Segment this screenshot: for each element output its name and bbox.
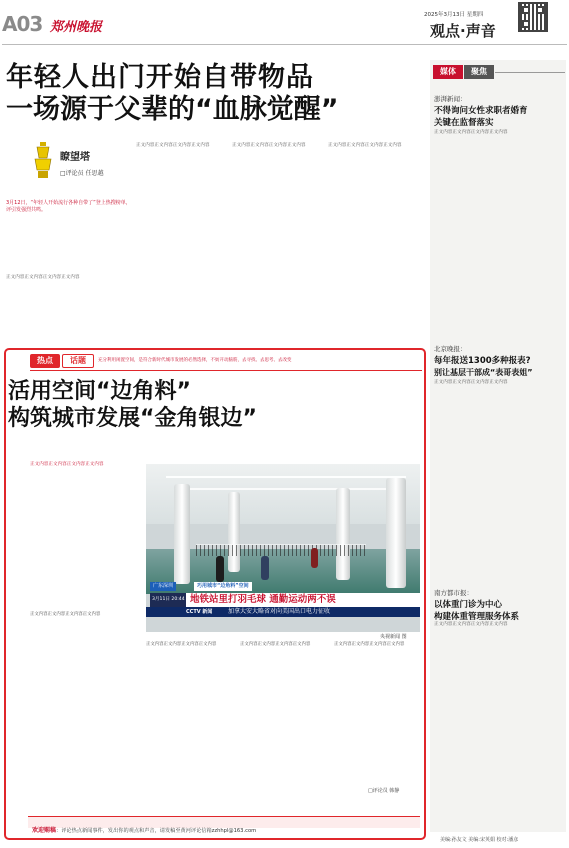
article-column-3: 正文内容正文内容正文内容正文内容 xyxy=(232,143,306,148)
news-photo xyxy=(146,464,420,632)
hot-topic-body-4: 正文内容正文内容正文内容正文内容 xyxy=(334,642,405,647)
headline-1-quote: “边角料” xyxy=(96,379,191,404)
masthead-rule xyxy=(2,44,567,45)
hot-topic-body-3: 正文内容正文内容正文内容正文内容 xyxy=(240,642,311,647)
cctv-logo: CCTV 新闻 xyxy=(186,609,213,615)
page-credits: 美编:孙友文 美编:宋英娟 校对:潘彦 xyxy=(440,837,519,843)
hot-topic-byline: □评论员 韩静 xyxy=(368,788,400,794)
article-column-2: 正文内容正文内容正文内容正文内容 xyxy=(136,143,210,148)
byline: □评论员 任思越 xyxy=(60,170,104,177)
live-badge: 巧用城市“边角料”空间 xyxy=(194,582,252,591)
columnist-badge xyxy=(28,142,148,190)
page-code: A03 xyxy=(2,12,43,36)
sidebar-tag-rule xyxy=(495,72,565,73)
topic-tag: 话题 xyxy=(62,354,94,368)
tower-icon xyxy=(32,142,54,178)
article-2-source: 北京晚报： xyxy=(434,345,467,353)
headline-line-1: 年轻人出门开始自带物品 xyxy=(6,62,314,93)
deck-rule xyxy=(30,370,422,371)
photo-caption: 地铁站里打羽毛球 通勤运动两不误 xyxy=(190,594,336,605)
article-column-4: 正文内容正文内容正文内容正文内容 xyxy=(328,143,402,148)
sidebar-article-2-body: 正文内容正文内容正文内容正文内容 xyxy=(434,380,508,385)
photo-caption-bar xyxy=(186,593,420,607)
sidebar-article-2 xyxy=(434,344,564,379)
article-3-source: 南方都市报： xyxy=(434,589,473,597)
hot-topic-body-1: 正文内容正文内容正文内容正文内容 xyxy=(30,612,101,617)
sidebar-article-3-body: 正文内容正文内容正文内容正文内容 xyxy=(434,622,508,627)
hot-tag: 热点 xyxy=(30,354,60,368)
article-1-title-1: 不得询问女性求职者婚育 xyxy=(434,106,528,116)
headline-1-prefix: 活用空间 xyxy=(8,379,97,404)
sidebar-article-1-body: 正文内容正文内容正文内容正文内容 xyxy=(434,130,508,135)
hot-topic-body-2: 正文内容正文内容正文内容正文内容 xyxy=(146,642,217,647)
footer-label: 欢迎赐稿 xyxy=(32,827,57,834)
footer-text: ：评论热点新闻事件，发出你的观点和声音，请发稿至黄河评论信箱zzhhpl@163.com xyxy=(56,828,257,834)
headline-line-2: 一场源于父辈的 xyxy=(6,94,195,125)
hot-topic-headline xyxy=(8,378,308,432)
qr-code-icon xyxy=(518,2,548,32)
article-3-title-1: 以体重门诊为中心 xyxy=(434,600,503,610)
hot-topic-intro: 正文内容正文内容正文内容正文内容 xyxy=(30,462,104,467)
article-2-title-1: 每年报送1300多种报表? xyxy=(434,356,531,366)
lead-paragraph: 3月12日，“年轻人开始流行各种自带了”登上热搜榜单，评引发强烈共鸣。 xyxy=(6,200,131,213)
photo-credit: 央视新闻 图 xyxy=(380,634,407,640)
hot-topic-deck: 充分利用闲置空间，是符合新时代城市发展的必然选择，不妨开动脑筋，去寻找、去思考、去改变 xyxy=(98,358,292,363)
article-column-1: 正文内容正文内容正文内容正文内容 xyxy=(6,275,80,280)
headline-2-quote: “金角银边” xyxy=(140,406,257,431)
broadcast-time: 3月11日 20:44 xyxy=(150,593,187,607)
ticker-bar xyxy=(146,607,420,617)
paper-logo: 郑州晚报 xyxy=(50,20,103,35)
main-headline xyxy=(6,62,426,126)
ticker-text: 加拿大安大略省对向美国出口电力征收 xyxy=(228,608,331,615)
section-title: 观点·声音 xyxy=(430,22,496,40)
headline-quote: “血脉觉醒” xyxy=(195,94,339,125)
headline-2-prefix: 构筑城市发展 xyxy=(8,406,141,431)
masthead xyxy=(0,0,569,54)
article-2-title-2: 别让基层干部成“表哥表姐” xyxy=(434,368,533,377)
media-tag: 媒体 xyxy=(433,65,463,79)
article-1-source: 澎湃新闻： xyxy=(434,95,467,103)
article-3-title-2: 构建体重管理服务体系 xyxy=(434,612,520,622)
masthead-date: 2025年3月13日 星期四 xyxy=(424,12,484,18)
submission-footer xyxy=(28,816,420,834)
channel-badge: 广东深圳 xyxy=(150,582,176,591)
column-name: 瞭望塔 xyxy=(60,152,90,163)
article-1-title-2: 关键在监督落实 xyxy=(434,118,494,128)
sidebar-article-3 xyxy=(434,588,564,623)
focus-tag: 聚焦 xyxy=(464,65,494,79)
sidebar-article-1 xyxy=(434,94,564,129)
